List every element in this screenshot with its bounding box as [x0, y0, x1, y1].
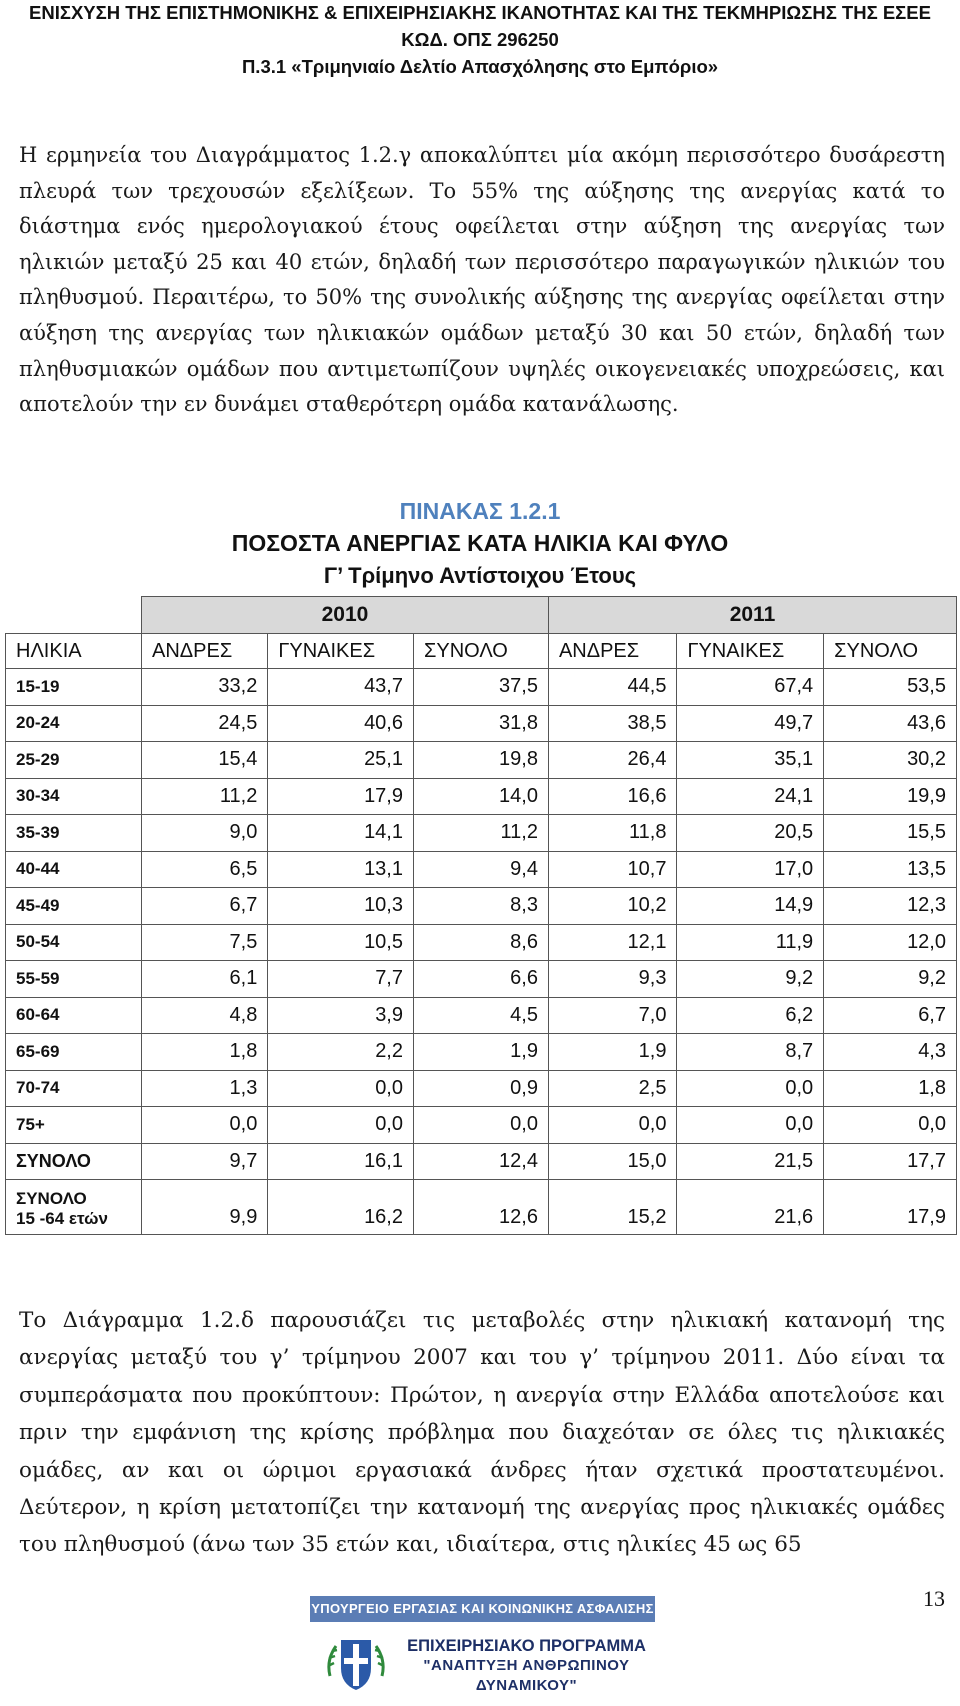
value-cell: 8,7	[677, 1034, 824, 1071]
value-cell: 0,0	[268, 1070, 414, 1107]
value-cell: 14,1	[268, 815, 414, 852]
table-row	[6, 778, 957, 815]
column-header-women-2011: ΓΥΝΑΙΚΕΣ	[677, 634, 824, 669]
table-row	[6, 851, 957, 888]
value-cell: 3,9	[268, 997, 414, 1034]
table-row	[6, 1107, 957, 1144]
value-cell: 17,9	[824, 1180, 957, 1235]
column-header-men-2010: ΑΝΔΡΕΣ	[142, 634, 268, 669]
year-header-2011: 2011	[548, 597, 956, 634]
footer-logo	[310, 1596, 655, 1701]
value-cell: 0,0	[268, 1107, 414, 1144]
value-cell: 20,5	[677, 815, 824, 852]
value-cell: 49,7	[677, 705, 824, 742]
age-cell: 55-59	[6, 961, 142, 998]
age-label-line2: 15 -64 ετών	[16, 1209, 108, 1228]
value-cell: 6,1	[142, 961, 268, 998]
table-row	[6, 742, 957, 779]
value-cell: 24,1	[677, 778, 824, 815]
value-cell: 0,0	[824, 1107, 957, 1144]
body-paragraph-1: Η ερμηνεία του Διαγράμματος 1.2.γ αποκαλύπτει μία ακόμη περισσότερο δυσάρεστη πλευρά των τρεχουσών εξελίξεων. Το 55% της αύξησης της ανεργίας κατά το διάστημα ενός ημερολογιακού έτους οφείλεται στην αύξηση της ανεργίας των ηλικιών μεταξύ 25 και 40 ετών, δηλαδή των περισσότερο παραγωγικών ηλικιών του πληθυσμού. Περαιτέρω, το 50% της συνολικής αύξησης της ανεργίας οφείλεται στην αύξηση της ανεργίας των ηλικιακών ομάδων μεταξύ 30 και 50 ετών, δηλαδή των πληθυσμιακών ομάδων που αντιμετωπίζουν υψηλές οικογενειακές υποχρεώσεις, και αποτελούν την εν δυνάμει σταθερότερη ομάδα κατανάλωσης.	[19, 143, 945, 417]
value-cell: 15,4	[142, 742, 268, 779]
value-cell: 0,0	[414, 1107, 549, 1144]
value-cell: 1,9	[548, 1034, 677, 1071]
age-cell: 40-44	[6, 851, 142, 888]
value-cell: 1,9	[414, 1034, 549, 1071]
header-project-code: ΚΩΔ. ΟΠΣ 296250	[401, 29, 559, 50]
value-cell: 17,7	[824, 1143, 957, 1180]
value-cell: 53,5	[824, 669, 957, 706]
value-cell: 35,1	[677, 742, 824, 779]
value-cell: 0,0	[677, 1107, 824, 1144]
value-cell: 67,4	[677, 669, 824, 706]
table-row	[6, 815, 957, 852]
column-header-row	[6, 634, 957, 669]
value-cell: 13,5	[824, 851, 957, 888]
column-header-total-2011: ΣΥΝΟΛΟ	[824, 634, 957, 669]
value-cell: 21,6	[677, 1180, 824, 1235]
value-cell: 11,9	[677, 924, 824, 961]
column-header-age: ΗΛΙΚΙΑ	[6, 634, 142, 669]
value-cell: 15,2	[548, 1180, 677, 1235]
value-cell: 12,0	[824, 924, 957, 961]
value-cell: 12,3	[824, 888, 957, 925]
value-cell: 13,1	[268, 851, 414, 888]
value-cell: 6,6	[414, 961, 549, 998]
value-cell: 33,2	[142, 669, 268, 706]
value-cell: 4,8	[142, 997, 268, 1034]
age-label-line1: ΣΥΝΟΛΟ	[16, 1189, 87, 1208]
value-cell: 10,5	[268, 924, 414, 961]
value-cell: 43,6	[824, 705, 957, 742]
value-cell: 6,7	[824, 997, 957, 1034]
value-cell: 0,9	[414, 1070, 549, 1107]
value-cell: 40,6	[268, 705, 414, 742]
value-cell: 0,0	[548, 1107, 677, 1144]
value-cell: 7,7	[268, 961, 414, 998]
age-cell-total-15-64	[6, 1180, 142, 1235]
table-row	[6, 1143, 957, 1180]
year-header-2010: 2010	[142, 597, 549, 634]
value-cell: 0,0	[142, 1107, 268, 1144]
table-subtitle: Γ’ Τρίμηνο Αντίστοιχου Έτους	[323, 563, 637, 588]
value-cell: 2,2	[268, 1034, 414, 1071]
table-number: ΠΙΝΑΚΑΣ 1.2.1	[399, 498, 561, 524]
value-cell: 2,5	[548, 1070, 677, 1107]
value-cell: 9,2	[677, 961, 824, 998]
value-cell: 12,6	[414, 1180, 549, 1235]
page-number: 13	[923, 1586, 945, 1611]
greek-coat-of-arms-icon	[322, 1630, 390, 1698]
value-cell: 6,2	[677, 997, 824, 1034]
value-cell: 11,2	[414, 815, 549, 852]
value-cell: 9,7	[142, 1143, 268, 1180]
unemployment-table	[5, 596, 957, 1235]
age-cell: 15-19	[6, 669, 142, 706]
value-cell: 14,0	[414, 778, 549, 815]
value-cell: 10,7	[548, 851, 677, 888]
age-cell: 30-34	[6, 778, 142, 815]
value-cell: 11,2	[142, 778, 268, 815]
age-cell: 50-54	[6, 924, 142, 961]
value-cell: 14,9	[677, 888, 824, 925]
value-cell: 9,2	[824, 961, 957, 998]
value-cell: 43,7	[268, 669, 414, 706]
value-cell: 17,0	[677, 851, 824, 888]
table-row	[6, 1034, 957, 1071]
value-cell: 4,3	[824, 1034, 957, 1071]
programme-line2: "ΑΝΑΠΤΥΞΗ ΑΝΘΡΩΠΙΝΟΥ ΔΥΝΑΜΙΚΟΥ"	[423, 1657, 630, 1694]
value-cell: 11,8	[548, 815, 677, 852]
blank-header-cell	[6, 597, 142, 634]
age-cell: 70-74	[6, 1070, 142, 1107]
value-cell: 10,2	[548, 888, 677, 925]
value-cell: 17,9	[268, 778, 414, 815]
table-row	[6, 1070, 957, 1107]
value-cell: 7,5	[142, 924, 268, 961]
programme-line1: ΕΠΙΧΕΙΡΗΣΙΑΚΟ ΠΡΟΓΡΑΜΜΑ	[407, 1637, 646, 1655]
age-cell: 45-49	[6, 888, 142, 925]
value-cell: 38,5	[548, 705, 677, 742]
value-cell: 8,6	[414, 924, 549, 961]
column-header-total-2010: ΣΥΝΟΛΟ	[414, 634, 549, 669]
table-row	[6, 888, 957, 925]
programme-text	[398, 1636, 655, 1696]
value-cell: 7,0	[548, 997, 677, 1034]
value-cell: 1,8	[142, 1034, 268, 1071]
value-cell: 0,0	[677, 1070, 824, 1107]
table-row	[6, 669, 957, 706]
value-cell: 19,9	[824, 778, 957, 815]
age-cell: 35-39	[6, 815, 142, 852]
value-cell: 44,5	[548, 669, 677, 706]
table-row	[6, 997, 957, 1034]
value-cell: 1,3	[142, 1070, 268, 1107]
value-cell: 19,8	[414, 742, 549, 779]
age-cell: 60-64	[6, 997, 142, 1034]
table-body	[6, 669, 957, 1235]
value-cell: 16,2	[268, 1180, 414, 1235]
value-cell: 26,4	[548, 742, 677, 779]
table-title: ΠΟΣΟΣΤΑ ΑΝΕΡΓΙΑΣ ΚΑΤΑ ΗΛΙΚΙΑ ΚΑΙ ΦΥΛΟ	[231, 530, 729, 556]
value-cell: 9,4	[414, 851, 549, 888]
year-header-row	[6, 597, 957, 634]
header-project-title: ΕΝΙΣΧΥΣΗ ΤΗΣ ΕΠΙΣΤΗΜΟΝΙΚΗΣ & ΕΠΙΧΕΙΡΗΣΙΑΚΗΣ ΙΚΑΝΟΤΗΤΑΣ ΚΑΙ ΤΗΣ ΤΕΚΜΗΡΙΩΣΗΣ ΤΗΣ ΕΣΕΕ	[29, 2, 931, 23]
value-cell: 15,5	[824, 815, 957, 852]
value-cell: 37,5	[414, 669, 549, 706]
value-cell: 12,1	[548, 924, 677, 961]
value-cell: 21,5	[677, 1143, 824, 1180]
value-cell: 10,3	[268, 888, 414, 925]
table-row	[6, 961, 957, 998]
value-cell: 6,7	[142, 888, 268, 925]
value-cell: 24,5	[142, 705, 268, 742]
value-cell: 4,5	[414, 997, 549, 1034]
column-header-women-2010: ΓΥΝΑΙΚΕΣ	[268, 634, 414, 669]
value-cell: 16,6	[548, 778, 677, 815]
age-cell: ΣΥΝΟΛΟ	[6, 1143, 142, 1180]
header-deliverable: Π.3.1 «Τριμηνιαίο Δελτίο Απασχόλησης στο Εμπόριο»	[241, 56, 719, 77]
age-cell: 25-29	[6, 742, 142, 779]
value-cell: 15,0	[548, 1143, 677, 1180]
table-row-total-15-64	[6, 1180, 957, 1235]
value-cell: 30,2	[824, 742, 957, 779]
value-cell: 25,1	[268, 742, 414, 779]
value-cell: 16,1	[268, 1143, 414, 1180]
value-cell: 9,0	[142, 815, 268, 852]
value-cell: 8,3	[414, 888, 549, 925]
table-row	[6, 924, 957, 961]
value-cell: 6,5	[142, 851, 268, 888]
column-header-men-2011: ΑΝΔΡΕΣ	[548, 634, 677, 669]
value-cell: 9,9	[142, 1180, 268, 1235]
age-cell: 75+	[6, 1107, 142, 1144]
value-cell: 1,8	[824, 1070, 957, 1107]
table-row	[6, 705, 957, 742]
value-cell: 9,3	[548, 961, 677, 998]
value-cell: 31,8	[414, 705, 549, 742]
age-cell: 20-24	[6, 705, 142, 742]
body-paragraph-2: Το Διάγραμμα 1.2.δ παρουσιάζει τις μεταβολές στην ηλικιακή κατανομή της ανεργίας μεταξύ του γ’ τρίμηνου 2007 και του γ’ τρίμηνου 2011. Δύο είναι τα συμπεράσματα που προκύπτουν: Πρώτον, η ανεργία στην Ελλάδα αποτελούσε και πριν την εμφάνιση της κρίσης πρόβλημα που διαχεόταν σε όλες τις ηλικιακές ομάδες, αν και οι ώριμοι εργασιακά άνδρες ήταν σχετικά προστατευμένοι. Δεύτερον, η κρίση μετατοπίζει την κατανομή της ανεργίας προς ηλικιακές ομάδες του πληθυσμού (άνω των 35 ετών και, ιδιαίτερα, στις ηλικίες 45 ως 65	[19, 1308, 945, 1558]
value-cell: 12,4	[414, 1143, 549, 1180]
age-cell: 65-69	[6, 1034, 142, 1071]
ministry-banner: ΥΠΟΥΡΓΕΙΟ ΕΡΓΑΣΙΑΣ ΚΑΙ ΚΟΙΝΩΝΙΚΗΣ ΑΣΦΑΛΙΣΗΣ	[310, 1596, 655, 1622]
